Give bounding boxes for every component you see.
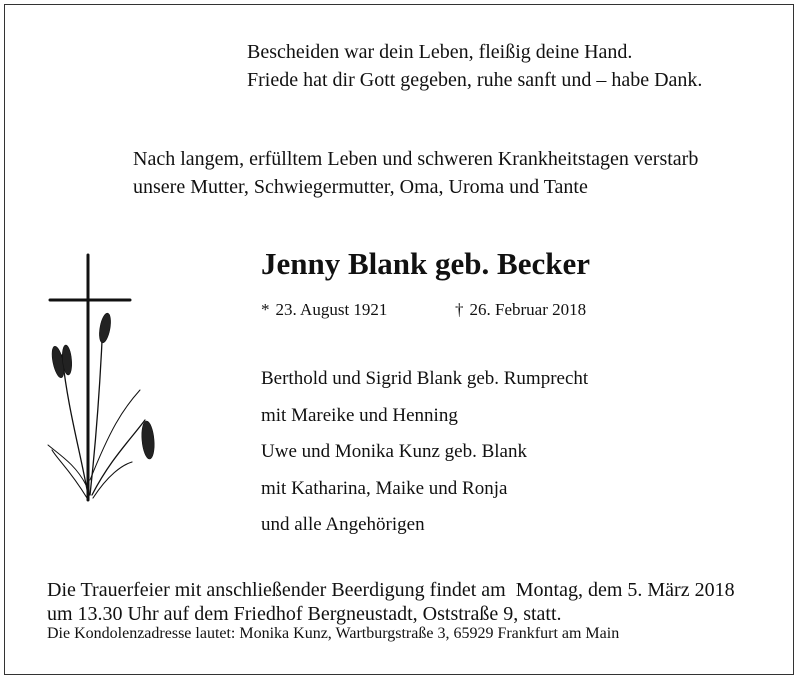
death-date: 26. Februar 2018 [469,300,587,319]
death-announcement [133,145,698,201]
life-dates [261,299,681,321]
death-cross-icon: † [455,300,464,319]
birth-date-group [261,299,387,321]
mourners-list [261,364,588,547]
announcement-line-2: unsere Mutter, Schwiegermutter, Oma, Uroma und Tante [133,176,588,198]
mourner-line: und alle Angehörigen [261,514,425,535]
verse-line-1: Bescheiden war dein Leben, fleißig deine Hand. [247,41,633,63]
condolence-address: Die Kondolenzadresse lautet: Monika Kunz, Wartburgstraße 3, 65929 Frankfurt am Main [47,625,620,642]
birth-star-icon: * [261,300,270,319]
birth-date: 23. August 1921 [275,300,388,319]
announcement-line-1: Nach langem, erfülltem Leben und schweren Krankheitstagen verstarb [133,148,699,170]
memorial-verse [247,38,702,94]
death-date-group [455,299,586,321]
funeral-info-line-2: um 13.30 Uhr auf dem Friedhof Bergneustadt, Oststraße 9, statt. [47,603,562,625]
verse-line-2: Friede hat dir Gott gegeben, ruhe sanft und – habe Dank. [247,69,703,91]
mourner-line: Berthold und Sigrid Blank geb. Rumprecht [261,368,589,389]
funeral-info [47,578,735,626]
cross-with-wheat-icon [40,250,170,520]
mourner-line: mit Katharina, Maike und Ronja [261,477,508,499]
mourner-line: Uwe und Monika Kunz geb. Blank [261,441,527,462]
mourner-line: mit Mareike und Henning [261,404,458,426]
deceased-name: Jenny Blank geb. Becker [261,246,590,281]
funeral-info-line-1: Die Trauerfeier mit anschließender Beerdigung findet am Montag, dem 5. März 2018 [47,579,735,601]
